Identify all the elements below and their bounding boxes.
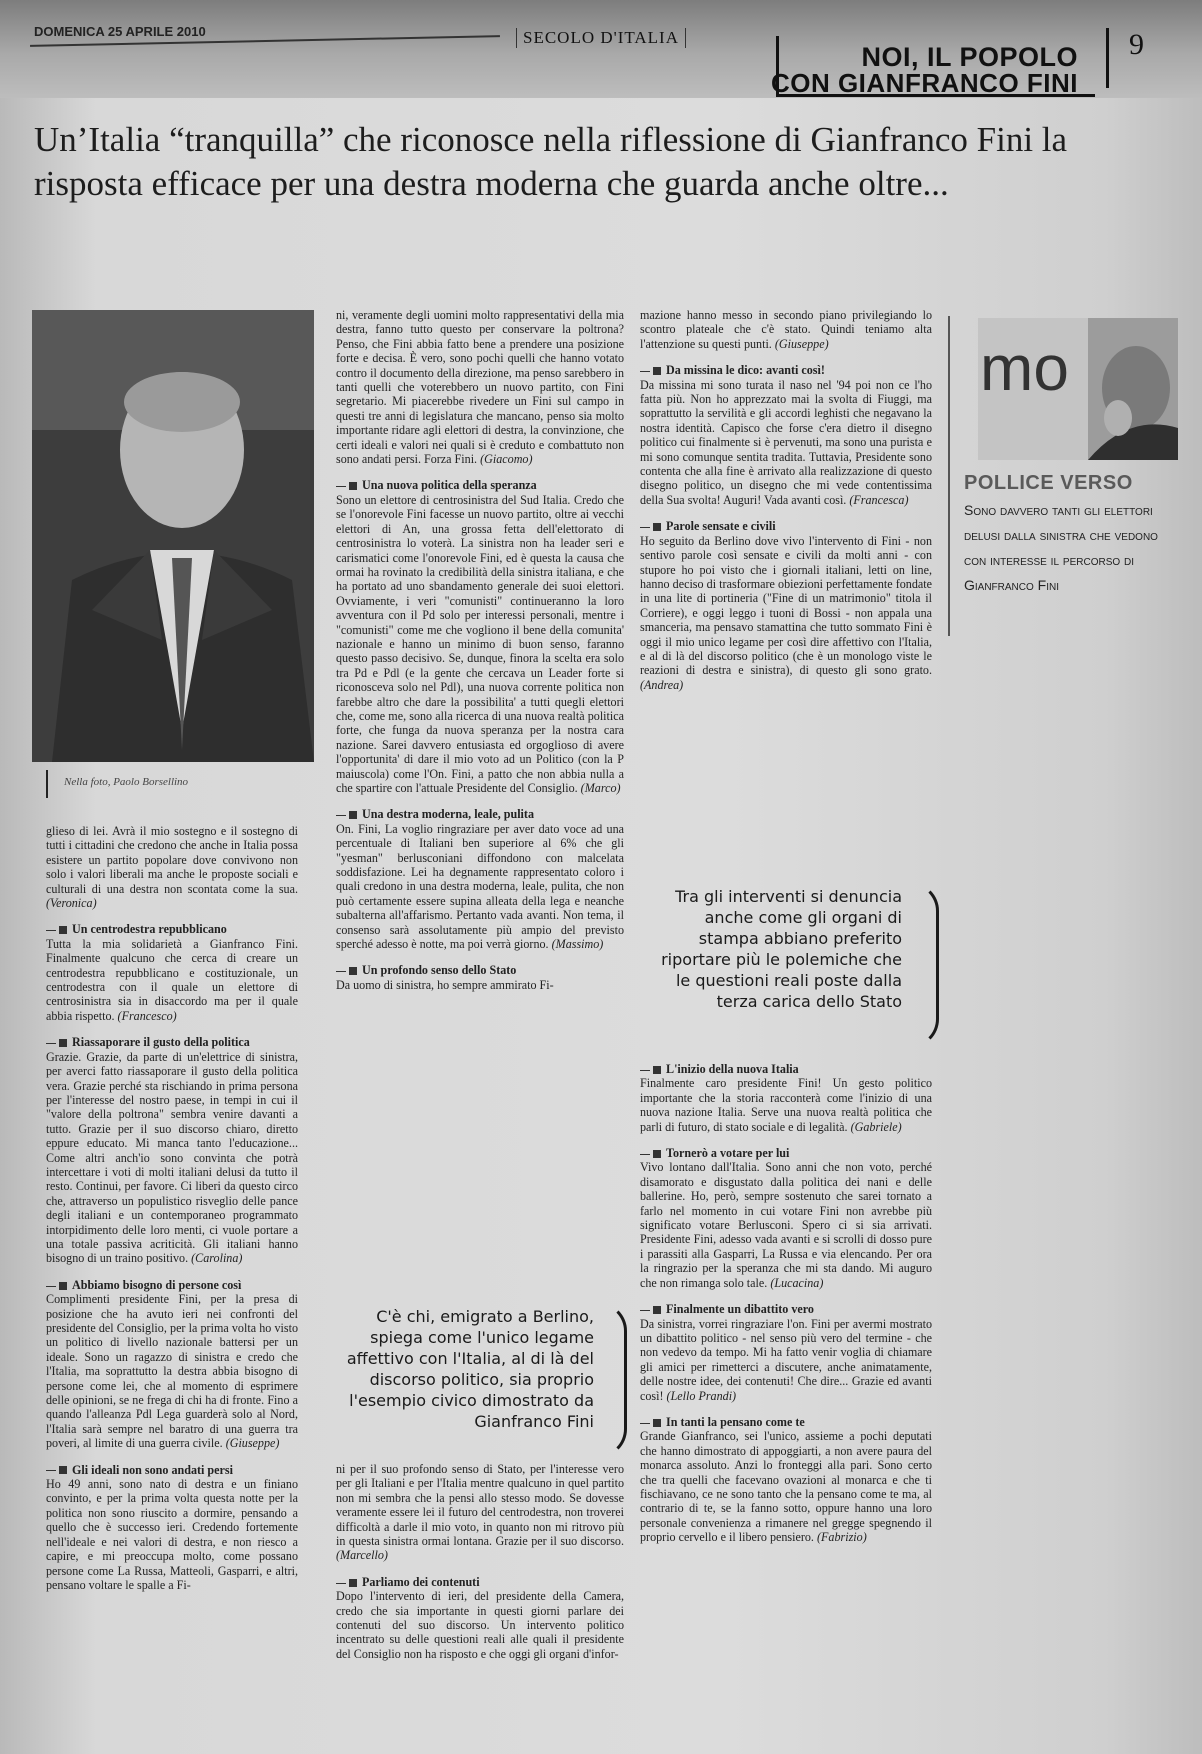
letter-text: ni per il suo profondo senso di Stato, per l'interesse vero per gli Italiani e per l'Italia mentre qualcuno in quel partito non mi sembra che la pensi allo stesso modo. Se dovesse veramente essere lei il futuro del centrodestra, non troverei difficoltà a darle il mio voto, in quanto non mi ritrovo più in questa sinistra ormai lontana. Grazie per il suo discorso. <box>336 1462 624 1549</box>
letter-heading: Da missina le dico: avanti così! <box>640 363 932 377</box>
letter-signature: (Lucacina) <box>770 1275 824 1290</box>
column-2 <box>336 308 624 1004</box>
sidebar-image <box>978 318 1178 460</box>
issue-date: DOMENICA 25 APRILE 2010 <box>34 24 206 39</box>
letter-text: Vivo lontano dall'Italia. Sono anni che non voto, perché disamorato e disgustato dalla politica dei nani e delle ballerine. Ho, però, sempre sostenuto che sarei tornato a farlo nel momento in cui votare Fini non avrebbe più significato votare Berlusconi. Spero ci si sia arrivati. Presidente Fini, adesso vada avanti e si scrolli di dosso pure i parassiti alla Gasparri, La Russa e via elencando. Per ora la ringrazio per la speranza che mi sta dando. Mi auguro che non rimanga solo tale. <box>640 1160 932 1290</box>
letter-signature: (Giacomo) <box>480 452 533 467</box>
letter-signature: (Carolina) <box>191 1251 243 1266</box>
letter-text: Ho seguito da Berlino dove vivo l'intervento di Fini - non sentivo parole così sensate e civili da molti anni - con stupore ho poi visto che i giornali italiani, letti on line, hanno deciso di trasformare obiezioni perfettamente fondate in una lite di portineria ("Fine di un matrimonio" titola il Corriere), e oggi leggo i tuoni di Bossi - non appala una smanceria, ma pensavo stamattina che tutto sommato Fini è oggi il mio unico legame per così dire affettivo con l'Italia, e al di là del discorso politico (che è un monologo viste le reazioni di destra e sinistra), di questo gli sono grato. <box>640 533 932 678</box>
letter-signature: (Marco) <box>580 781 621 795</box>
letter-signature: (Giuseppe) <box>774 336 829 351</box>
letter <box>336 822 624 952</box>
photo-caption: Nella foto, Paolo Borsellino <box>64 776 189 788</box>
letter <box>336 308 624 466</box>
letter <box>640 1429 932 1544</box>
letter-heading: Un profondo senso dello Stato <box>336 963 624 977</box>
letter <box>336 1462 624 1563</box>
letter-signature: (Giuseppe) <box>225 1436 280 1451</box>
letter-text: mazione hanno messo in secondo piano privilegiando lo scontro plateale che c'è stato. Quindi teniamo alta l'attenzione su questi punti. <box>640 308 932 351</box>
letter <box>46 937 298 1023</box>
letter <box>640 1317 932 1403</box>
letter-heading: In tanti la pensano come te <box>640 1415 932 1429</box>
letter-signature: (Lello Prandi) <box>666 1388 737 1403</box>
letter <box>640 1076 932 1134</box>
letter-signature: (Massimo) <box>551 937 604 952</box>
pull-quote-brace <box>910 882 939 1048</box>
letter-text: On. Fini, La voglio ringraziare per aver dato voce ad una percentuale di Italiani ben superiore al 6% che gli "yesman" berlusconiani diffondono con malcelata soddisfazione. Lei ha degnamente rappresentato coloro i quali credono in una destra moderna, leale, pulita, che non può certamente essere supina alleata della lega e neanche subalterna all'affarismo. Pertanto vada avanti. Non tema, il consenso sarà assolutamente più ampio del previsto sperché adesso è notte, ma poi verrà giorno. <box>336 821 624 952</box>
letter-heading: Parliamo dei contenuti <box>336 1575 624 1589</box>
letter-text: Tutta la mia solidarietà a Gianfranco Fini. Finalmente qualcuno che cerca di creare un centrodestra repubblicano e costituzionale, un centrodestra con il quale un elettore di centrosinistra sia in disaccordo ma per il quale abbia rispetto. <box>46 936 298 1023</box>
letter <box>336 493 624 796</box>
letter-heading: Tornerò a votare per lui <box>640 1146 932 1160</box>
letter-text: Da sinistra, vorrei ringraziare l'on. Fini per avermi mostrato un dibattito politico - nel senso più vero del termine - che non vedevo da tempo. Mi ha fatto venir voglia di chiamare gli amici per rimetterci a discutere, anche animatamente, delle nostre idee, dei contenuti! Che dire... Grazie ed avanti così! <box>640 1316 932 1403</box>
portrait-photo <box>32 310 314 762</box>
pull-quote-berlin: C'è chi, emigrato a Berlino, spiega come l'unico legame affettivo con l'Italia, al di là del discorso politico, sia proprio l'esempio civico dimostrato da Gianfranco Fini <box>346 1307 594 1431</box>
letter <box>640 308 932 351</box>
letter-heading: Finalmente un dibattito vero <box>640 1302 932 1316</box>
letter-signature: (Gabriele) <box>850 1119 902 1134</box>
letter-text: Da missina mi sono turata il naso nel '94 poi non ce l'ho fatta più. Non ho apprezzato mai la svolta di Fiuggi, ma soprattutto la servilità e gli accordi leghisti che negavano la nostra identità. Capisco che forse c'era dietro il disegno politico cui finalmente si è pervenuti, ma sono una purista e mi sono comunque sentita tradita. Tuttavia, Presidente sono contenta che alla fine è arrivato alla realizzazione di questo disegno politico, un disegno che mi vede contentissima della Sua svolta! Auguri! Vada avanti così. <box>640 377 932 507</box>
column-1 <box>46 824 298 1604</box>
headline: Un’Italia “tranquilla” che riconosce nella riflessione di Gianfranco Fini la risposta efficace per una destra moderna che guarda anche oltre... <box>34 120 1068 203</box>
letter-signature: (Fabrizio) <box>817 1530 867 1545</box>
letter <box>46 1050 298 1266</box>
letter-heading: Una destra moderna, leale, pulita <box>336 807 624 821</box>
column-3 <box>640 308 932 704</box>
letter-text: ni, veramente degli uomini molto rappresentativi della mia destra, fanno tutto questo per conservare la poltrona? Penso, che Fini abbia fatto bene a prendere una posizione forte e decisa. È vero, sono pochi quelli che hanno votato contro il documento della direzione, ma penso sarebbero in tanti quelli che voterebbero un nuovo partito, con Fini segretario. Mi piacerebbe rivedere un Fini sul campo in questi tre anni di legislatura che mancano, penso sia molto importante ridare agli elettori di destra, la convinzione, che certi ideali e valori nei quali si è creduto e combattuto non sono andati persi. Forza Fini. <box>336 308 624 467</box>
letter-text: Finalmente caro presidente Fini! Un gesto politico importante che la storia racconterà come l'inizio di una nuova nazione Italia. Serve una nuova realtà politica che parli di futuro, di stato sociale e di legalità. <box>640 1076 932 1134</box>
letter-signature: (Marcello) <box>336 1548 388 1563</box>
section-title-line1: NOI, IL POPOLO <box>861 42 1078 72</box>
letter <box>336 1589 624 1661</box>
page-number: 9 <box>1129 28 1144 61</box>
letter <box>640 378 932 508</box>
letter-text: Grazie. Grazie, da parte di un'elettrice di sinistra, per averci fatto riassaporare il gusto della politica vera. Grazie perché sta rischiando in prima persona per l'interesse del nostro paese, in tempi in cui il "valore della poltrona" sembra venire davanti a tutto. Grazie per il suo discorso chiaro, diretto eppure educato. Mi manca tanto l'educazione... Come altri anch'io sono convinta che potrà intercettare i voti di molti italiani delusi da tutto il resto. Continui, per favore. Ci liberi da questo circo che, attraverso un populistico risveglio delle pance degli italiani e un contemporaneo programmato intorpidimento delle loro menti, ci vuole portare a una totale passiva acriticità. Gli italiani hanno bisogno di un traino positivo. <box>46 1049 298 1266</box>
letter <box>46 824 298 910</box>
sidebar-text: Sono davvero tanti gli elettori delusi dalla sinistra che vedono con interesse il percorso di Gianfranco Fini <box>964 502 1158 593</box>
letter <box>336 978 624 992</box>
letter-heading: Gli ideali non sono andati persi <box>46 1463 298 1477</box>
letter-text: Grande Gianfranco, sei l'unico, assieme a pochi deputati che hanno dimostrato di appoggiarti, a non avere paura del monarca assoluto. Anzi lo fronteggi alla pari. Sono certo che tra quelli che facevano ovazioni al monarca e che ti fischiavano, ce ne sono tanto che la pensano come te ma, al contrario di te, se la fanno sotto, oppure hanno una loro personale convenienza a rimanere nel gregge spegnendo il proprio cervello e il libero pensiero. <box>640 1429 932 1545</box>
letter-heading: Parole sensate e civili <box>640 519 932 533</box>
sidebar-image-text: mo <box>980 332 1069 404</box>
letter-text: Complimenti presidente Fini, per la presa di posizione che ha avuto ieri nei confronti del presidente del Consiglio, per la prima volta ho visto un politico di livello nazionale battersi per un ideale. Sono un ragazzo di sinistra e credo che l'Italia, ma soprattutto la destra abbia bisogno di persone come lei, che al momento di esprimere delle opinioni, se ne frega di chi ha di fronte. Fino a quando l'alleanza Pdl Lega guarderà solo al Nord, l'Italia sarà sempre nel baratro di una guerra tra poveri, al limite di una guerra civile. <box>46 1292 298 1451</box>
letter-signature: (Francesca) <box>849 492 909 507</box>
column-3-continued <box>640 1062 932 1557</box>
letter-signature: (Francesco) <box>117 1008 177 1023</box>
letter-text: Ho 49 anni, sono nato di destra e un finiano convinto, e per la prima volta questa notte per la politica non sono riuscito a dormire, pensando a quello che è successo ieri. Credendo fortemente nell'ideale e nei valori di destra, e non riesco a capire, e mi preoccupa molto, come possano persone come La Russa, Matteoli, Gasparri, e altri, pensano voltare le spalle a Fi- <box>46 1477 298 1592</box>
letter <box>640 534 932 692</box>
caption-rule <box>46 770 48 798</box>
letter-heading: L'inizio della nuova Italia <box>640 1062 932 1076</box>
letter <box>46 1292 298 1450</box>
letter-heading: Riassaporare il gusto della politica <box>46 1035 298 1049</box>
column-2-continued <box>336 1462 624 1673</box>
letter-text: Da uomo di sinistra, ho sempre ammirato Fi- <box>336 977 554 992</box>
newspaper-name: SECOLO D'ITALIA <box>516 28 686 48</box>
letter-text: glieso di lei. Avrà il mio sostegno e il sostegno di tutti i cittadini che credono che anche in Italia possa esistere un partito popolare dove convivono non solo i valori liberali ma anche le proposte sociali e culturali di una destra non scontata come la sua. <box>46 824 298 896</box>
portrait-image <box>32 310 314 762</box>
letter-heading: Una nuova politica della speranza <box>336 478 624 492</box>
letter <box>640 1160 932 1290</box>
letter-signature: (Veronica) <box>46 896 97 911</box>
letter-heading: Un centrodestra repubblicano <box>46 922 298 936</box>
letter-text: Sono un elettore di centrosinistra del Sud Italia. Credo che se l'onorevole Fini facesse un nuovo partito, oltre ai vecchi elettori di An, una grossa fetta dell'elettorato di centrosinistra lo voterà. La sinistra non ha leader seri e carismatici come l'onorevole Fini, ed è questa la causa che ormai ha rovinato la credibilità della sinistra italiana, e che ha portato ad uno sbandamento generale dei suoi elettori. Ovviamente, i veri "comunisti" continueranno la loro avventura con il Pd solo per interessi personali, mentre i "comunisti" come me che vogliono il bene della comunita' nazionale e hanno un minimo di buon senso, faranno questo passo decisivo. Se, dunque, finora la scelta era solo tra Pd e Pdl (e la gente che cercava un Leader forte si riconosceva solo nel Pdl), una nuova corrente politica non farebbe altro che dare la possibilita' a tutti quegli elettori che, come me, sono alla ricerca di una nuova realtà politica forte, che funga da nuova speranza per la nostra cara nazione. Sarei davvero entusiasta ed orgoglioso di avere l'opportunita' di dare il mio voto ad un Politico (con la P maiuscola) come l'On. Fini, a patto che non abbia nulla a che spartire con l'attuale Presidente del Consiglio. <box>336 492 624 795</box>
sidebar-photo <box>978 318 1178 460</box>
page-number-rule <box>1106 28 1109 88</box>
pull-quote-brace <box>598 1302 627 1458</box>
sidebar-title: POLLICE VERSO <box>964 472 1133 494</box>
letter-signature: (Andrea) <box>640 677 684 692</box>
letter <box>46 1477 298 1592</box>
letter-heading: Abbiamo bisogno di persone così <box>46 1278 298 1292</box>
section-title-line2: CON GIANFRANCO FINI <box>770 68 1078 98</box>
pull-quote-press: Tra gli interventi si denuncia anche come gli organi di stampa abbiano preferito riportare più le polemiche che le questioni reali poste dalla terza carica dello Stato <box>661 887 902 1011</box>
letter-text: Dopo l'intervento di ieri, del presidente della Camera, credo che sia importante in questi giorni parlare dei contenuti del suo discorso. Un intervento politico incentrato su delle questioni reali alle quali il presidente del Consiglio non ha risposto e che oggi gli organi d'infor- <box>336 1589 624 1661</box>
